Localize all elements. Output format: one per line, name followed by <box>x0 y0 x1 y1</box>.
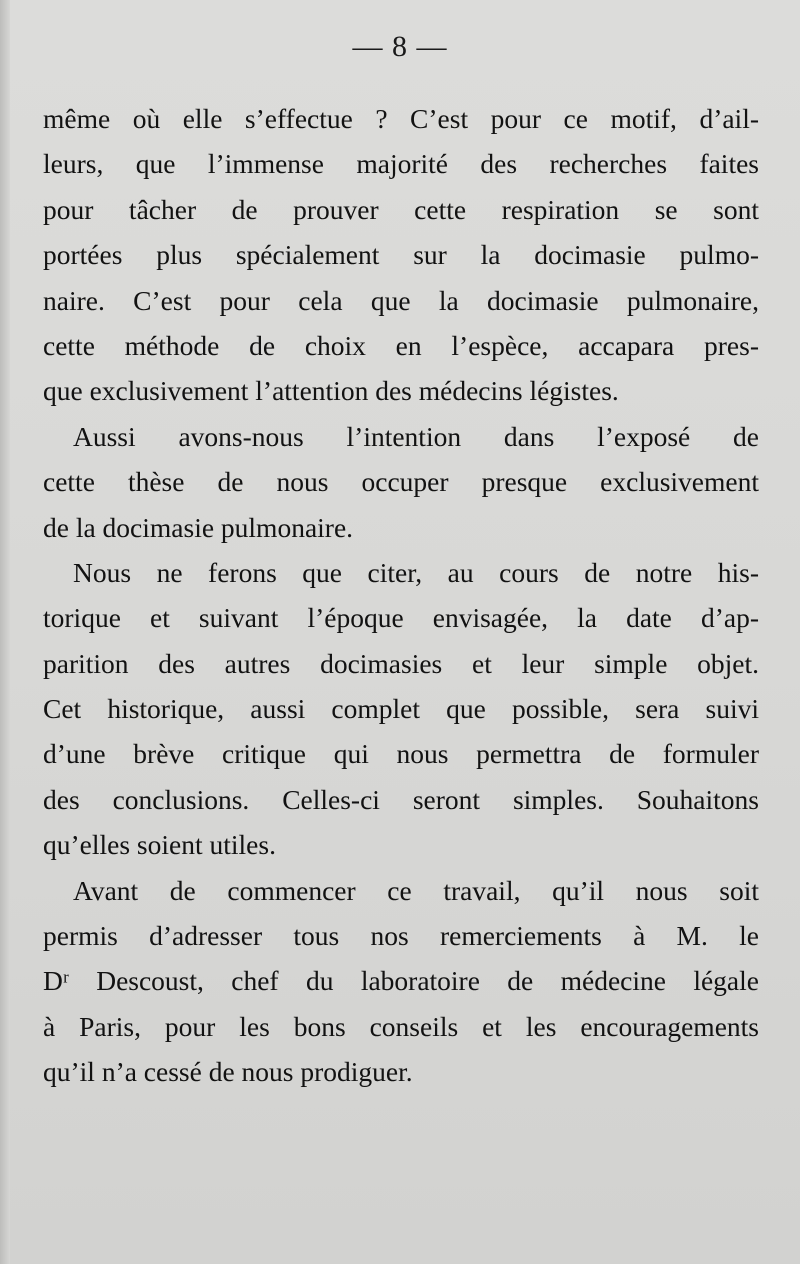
text-line: que exclusivement l’attention des médecins légistes. <box>43 375 619 407</box>
text-line: à Paris, pour les bons conseils et les encouragements <box>43 1010 759 1042</box>
text-line: torique et suivant l’époque envisagée, la date d’ap- <box>43 602 759 634</box>
text-line: de la docimasie pulmonaire. <box>43 511 354 543</box>
page-number: — 8 — <box>352 30 448 63</box>
text-line: Cet historique, aussi complet que possible, sera suivi <box>43 693 759 725</box>
text-line: Dʳ Descoust, chef du laboratoire de médecine légale <box>43 965 759 997</box>
paragraph-start-line: Nous ne ferons que citer, au cours de notre his- <box>73 556 759 588</box>
text-line: permis d’adresser tous nos remerciements à M. le <box>43 920 759 952</box>
text-line: d’une brève critique qui nous permettra de formuler <box>43 738 759 770</box>
text-line: parition des autres docimasies et leur simple objet. <box>43 647 759 679</box>
text-line: des conclusions. Celles-ci seront simples. Souhaitons <box>43 783 759 815</box>
paragraph-start-line: Aussi avons-nous l’intention dans l’exposé de <box>73 420 759 452</box>
body-text <box>43 96 759 1095</box>
text-line: leurs, que l’immense majorité des recherches faites <box>43 148 759 180</box>
page-binding-edge <box>0 0 10 1264</box>
text-line: qu’il n’a cessé de nous prodiguer. <box>43 1056 413 1088</box>
text-line: cette méthode de choix en l’espèce, accapara pres- <box>43 329 759 361</box>
text-line: qu’elles soient utiles. <box>43 829 276 861</box>
paragraph-start-line: Avant de commencer ce travail, qu’il nous soit <box>73 874 759 906</box>
text-line: cette thèse de nous occuper presque exclusivement <box>43 466 759 498</box>
text-line: naire. C’est pour cela que la docimasie pulmonaire, <box>43 284 759 316</box>
text-line: pour tâcher de prouver cette respiration se sont <box>43 193 759 225</box>
text-line: même où elle s’effectue ? C’est pour ce motif, d’ail- <box>43 103 759 134</box>
text-line: portées plus spécialement sur la docimasie pulmo- <box>43 239 759 271</box>
